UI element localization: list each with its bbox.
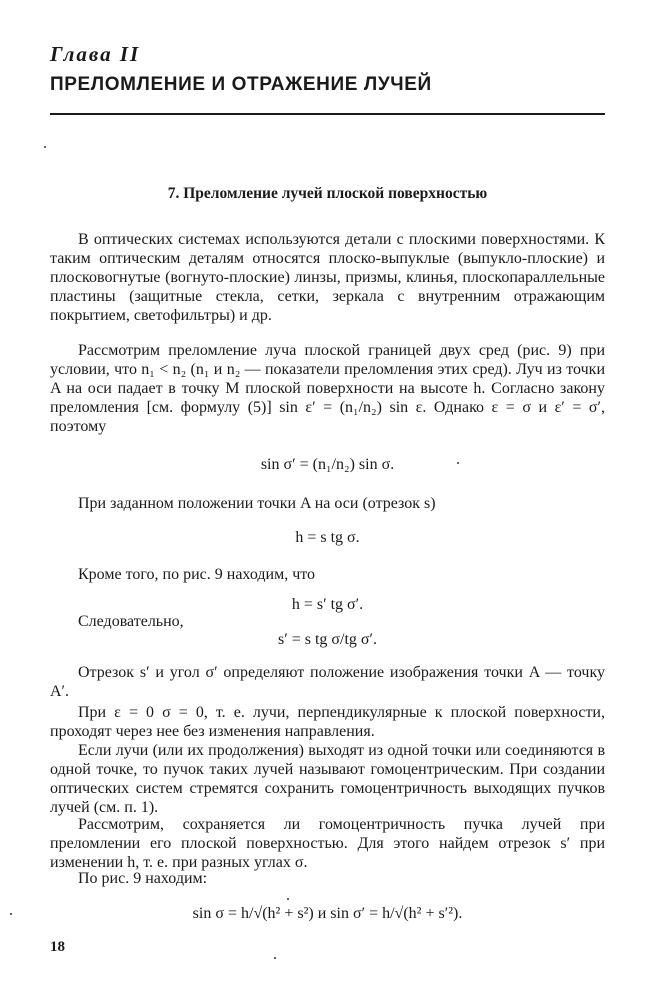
equation-s-prime: s′ = s tg σ/tg σ′. [277, 631, 378, 648]
paragraph-text: При ε = 0 σ = 0, т. е. лучи, перпендикулярные к плоской поверхности, проходят через нее без изменения направления. [50, 704, 605, 740]
print-speck [457, 462, 459, 464]
page-number: 18 [50, 939, 65, 955]
print-speck [10, 913, 12, 915]
chapter-label: Глава II [50, 42, 141, 66]
paragraph-normal-rays [50, 703, 605, 741]
chapter-divider [50, 113, 605, 115]
paragraph-segment [50, 663, 605, 701]
equation-sin-sigma-prime: sin σ′ = (n₁/n₂) sin σ. [260, 456, 395, 473]
text-besides: Кроме того, по рис. 9 находим, что [78, 566, 316, 583]
print-speck [44, 146, 46, 148]
paragraph-refraction [50, 341, 605, 436]
paragraph-text: В оптических системах используются детали с плоскими поверхностями. К таким оптическим деталям относятся плоско-выпуклые (выпукло-плоские) и плосковогнутые (вогнуто-плоские) линзы, призмы, клинья, плоскопараллельные пластины (защитные стекла, сетки, зеркала с внутренним отражающим покрытием, светофильтры) и др. [50, 231, 605, 324]
chapter-title: ПРЕЛОМЛЕНИЕ И ОТРАЖЕНИЕ ЛУЧЕЙ [50, 74, 432, 95]
section-heading: 7. Преломление лучей плоской поверхностью [167, 185, 488, 202]
paragraph-text: Если лучи (или их продолжения) выходят из одной точки или соединяются в одной точке, то пучок таких лучей называют гомоцентрическим. При создании оптических систем стремятся сохранить гомоцентричность выходящих пучков лучей (см. п. 1). [50, 742, 605, 816]
print-speck [274, 957, 276, 959]
paragraph-optical-details [50, 230, 605, 325]
print-speck [287, 898, 289, 900]
text-therefore: Следовательно, [78, 613, 184, 630]
text-by-figure: По рис. 9 находим: [78, 870, 208, 887]
equation-sines: sin σ = h/√(h² + s²) и sin σ′ = h/√(h² + s′²). [192, 905, 463, 922]
paragraph-text: Рассмотрим преломление луча плоской границей двух сред (рис. 9) при условии, что n₁ < n₂ (n₁ и n₂ — показатели преломления этих сред). Луч из точки A на оси падает в точку M плоской поверхности на высоте h. Согласно закону преломления [см. формулу (5)] sin ε′ = (n₁/n₂) sin ε. Однако ε = σ и ε′ = σ′, поэтому [50, 342, 605, 435]
paragraph-homocentric [50, 741, 605, 817]
equation-h-s-tg: h = s tg σ. [295, 529, 360, 546]
paragraph-text: Отрезок s′ и угол σ′ определяют положение изображения точки A — точку A′. [50, 664, 605, 700]
paragraph-text: Рассмотрим, сохраняется ли гомоцентричность пучка лучей при преломлении его плоской поверхностью. Для этого найдем отрезок s′ при изменении h, т. е. при разных углах σ. [50, 816, 605, 871]
paragraph-consider [50, 815, 605, 872]
text-given-position: При заданном положении точки A на оси (отрезок s) [78, 495, 436, 512]
equation-h-s-prime: h = s′ tg σ′. [291, 596, 364, 613]
